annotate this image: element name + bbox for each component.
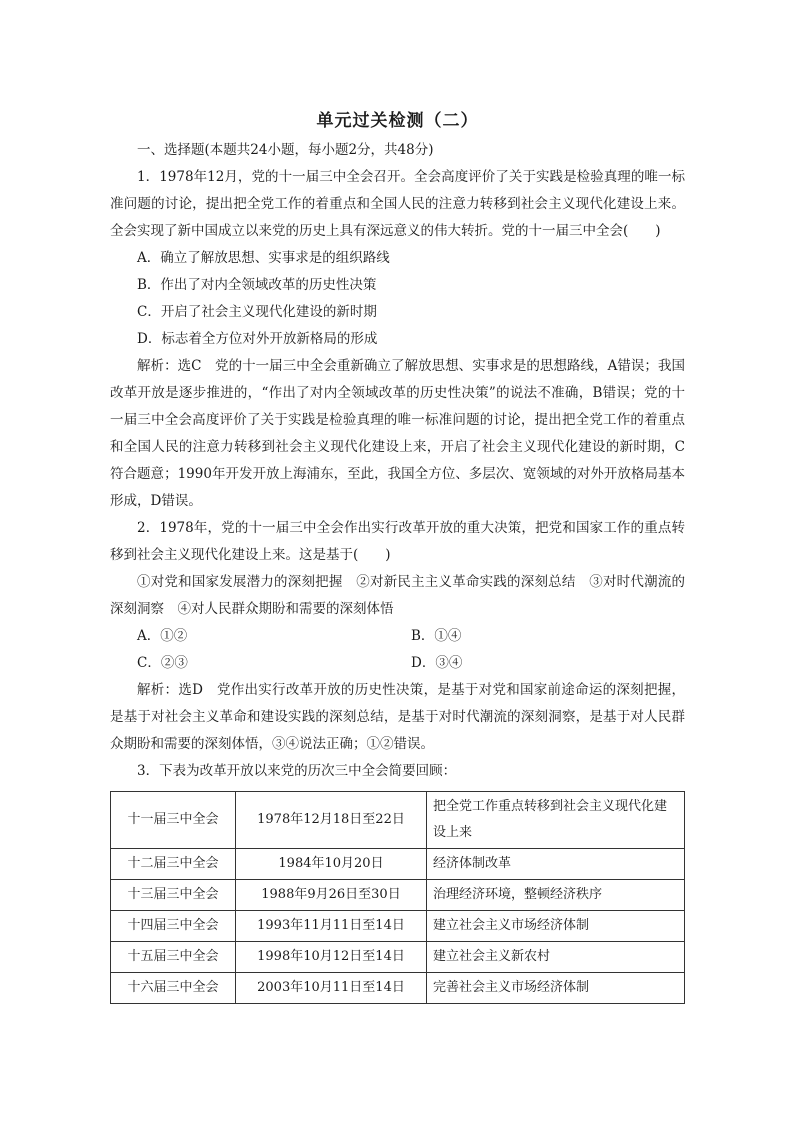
question-2-analysis: 解析：选D 党作出实行改革开放的历史性决策，是基于对党和国家前途命运的深刻把握，是基于对社会主义革命和建设实践的深刻总结，是基于对时代潮流的深刻洞察，是基于对人民群众期盼和需要的深刻体悟，③④说法正确；①②错误。 [110,682,685,752]
question-2-option-d: D．③④ [411,655,463,671]
table-row [111,792,685,849]
question-2-stem: 2．1978年，党的十一届三中全会作出实行改革开放的重大决策，把党和国家工作的重点转移到社会主义现代化建设上来。这是基于( ) [110,520,685,563]
table-cell-session: 十二届三中全会 [111,849,236,880]
question-1-option-b: B．作出了对内全领域改革的历史性决策 [137,277,377,293]
question-3-stem: 3．下表为改革开放以来党的历次三中全会简要回顾： [137,763,457,779]
question-2-options-row-2 [110,650,685,677]
question-2-items: ①对党和国家发展潜力的深刻把握 ②对新民主主义革命实践的深刻总结 ③对时代潮流的深刻洞察 ④对人民群众期盼和需要的深刻体悟 [110,574,685,617]
question-1-option-d: D．标志着全方位对外开放新格局的形成 [137,331,378,347]
table-cell-topic: 经济体制改革 [427,849,685,880]
table-cell-topic: 建立社会主义市场经济体制 [427,911,685,942]
table-cell-topic: 完善社会主义市场经济体制 [427,973,685,1004]
question-2-option-c: C．②③ [137,655,188,671]
page-title: 单元过关检测（二） [316,111,479,131]
table-cell-topic: 把全党工作重点转移到社会主义现代化建设上来 [427,792,685,849]
table-cell-date: 1993年11月11日至14日 [236,911,427,942]
table-cell-topic: 治理经济环境，整顿经济秩序 [427,880,685,911]
document-page [110,100,685,1004]
table-cell-topic: 建立社会主义新农村 [427,942,685,973]
table-cell-session: 十五届三中全会 [111,942,236,973]
table-row [111,849,685,880]
table-row [111,911,685,942]
table-cell-session: 十六届三中全会 [111,973,236,1004]
plenary-review-table [110,791,685,1004]
table-cell-date: 1988年9月26日至30日 [236,880,427,911]
table-row [111,942,685,973]
table-cell-date: 1978年12月18日至22日 [236,792,427,849]
table-cell-date: 1984年10月20日 [236,849,427,880]
question-1-option-c: C．开启了社会主义现代化建设的新时期 [137,304,377,320]
question-2-option-b: B．①④ [411,628,462,644]
table-row [111,973,685,1004]
section-heading: 一、选择题(本题共24小题，每小题2分，共48分) [137,142,434,158]
question-1-stem: 1．1978年12月，党的十一届三中全会召开。全会高度评价了关于实践是检验真理的唯一标准问题的讨论，提出把全党工作的着重点和全国人民的注意力转移到社会主义现代化建设上来。全会实现了新中国成立以来党的历史上具有深远意义的伟大转折。党的十一届三中全会( ) [110,169,685,239]
question-1-option-a: A．确立了解放思想、实事求是的组织路线 [137,250,390,266]
table-row [111,880,685,911]
table-cell-date: 2003年10月11日至14日 [236,973,427,1004]
question-2-option-a: A．①② [137,628,188,644]
question-2-options-row-1 [110,623,685,650]
table-cell-date: 1998年10月12日至14日 [236,942,427,973]
table-cell-session: 十三届三中全会 [111,880,236,911]
table-cell-session: 十四届三中全会 [111,911,236,942]
question-1-analysis: 解析：选C 党的十一届三中全会重新确立了解放思想、实事求是的思想路线，A错误；我国改革开放是逐步推进的，“作出了对内全领域改革的历史性决策”的说法不准确，B错误；党的十一届三中全会高度评价了关于实践是检验真理的唯一标准问题的讨论，提出把全党工作的着重点和全国人民的注意力转移到社会主义现代化建设上来，开启了社会主义现代化建设的新时期，C符合题意；1990年开发开放上海浦东，至此，我国全方位、多层次、宽领域的对外开放格局基本形成，D错误。 [110,358,685,509]
table-cell-session: 十一届三中全会 [111,792,236,849]
